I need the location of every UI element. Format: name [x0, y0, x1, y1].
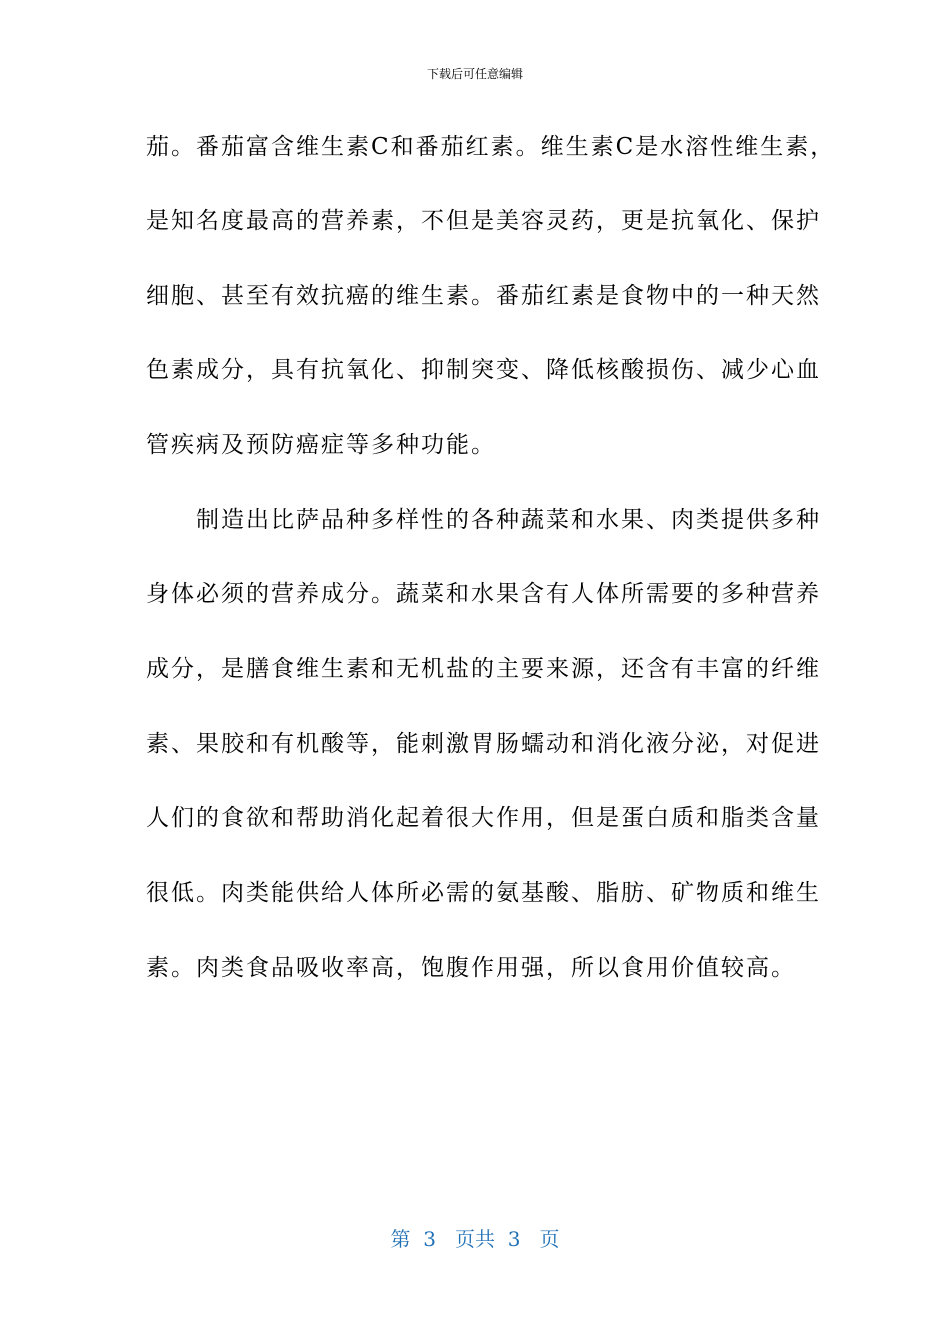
body-text-line: 很低。肉类能供给人体所必需的氨基酸、脂肪、矿物质和维生 [146, 880, 821, 906]
body-text-line: 人们的食欲和帮助消化起着很大作用，但是蛋白质和脂类含量 [146, 805, 821, 831]
body-text-line: 制造出比萨品种多样性的各种蔬菜和水果、肉类提供多种 [146, 507, 821, 533]
body-text-line: 细胞、甚至有效抗癌的维生素。番茄红素是食物中的一种天然 [146, 283, 821, 309]
body-text-line: 茄。番茄富含维生素C和番茄红素。维生素C是水溶性维生素， [146, 134, 836, 160]
body-text-line: 素、果胶和有机酸等，能刺激胃肠蠕动和消化液分泌，对促进 [146, 731, 821, 757]
body-text-line: 是知名度最高的营养素，不但是美容灵药，更是抗氧化、保护 [146, 208, 821, 234]
page-footer: 第 3 页共 3 页 [390, 1227, 560, 1251]
body-text-line: 管疾病及预防癌症等多种功能。 [146, 432, 496, 458]
body-text-line: 素。肉类食品吸收率高，饱腹作用强，所以食用价值较高。 [146, 955, 796, 981]
body-text-line: 色素成分，具有抗氧化、抑制突变、降低核酸损伤、减少心血 [146, 357, 821, 383]
body-text-line: 身体必须的营养成分。蔬菜和水果含有人体所需要的多种营养 [146, 581, 821, 607]
page-header: 下载后可任意编辑 [426, 67, 523, 81]
body-text-line: 成分，是膳食维生素和无机盐的主要来源，还含有丰富的纤维 [146, 656, 821, 682]
